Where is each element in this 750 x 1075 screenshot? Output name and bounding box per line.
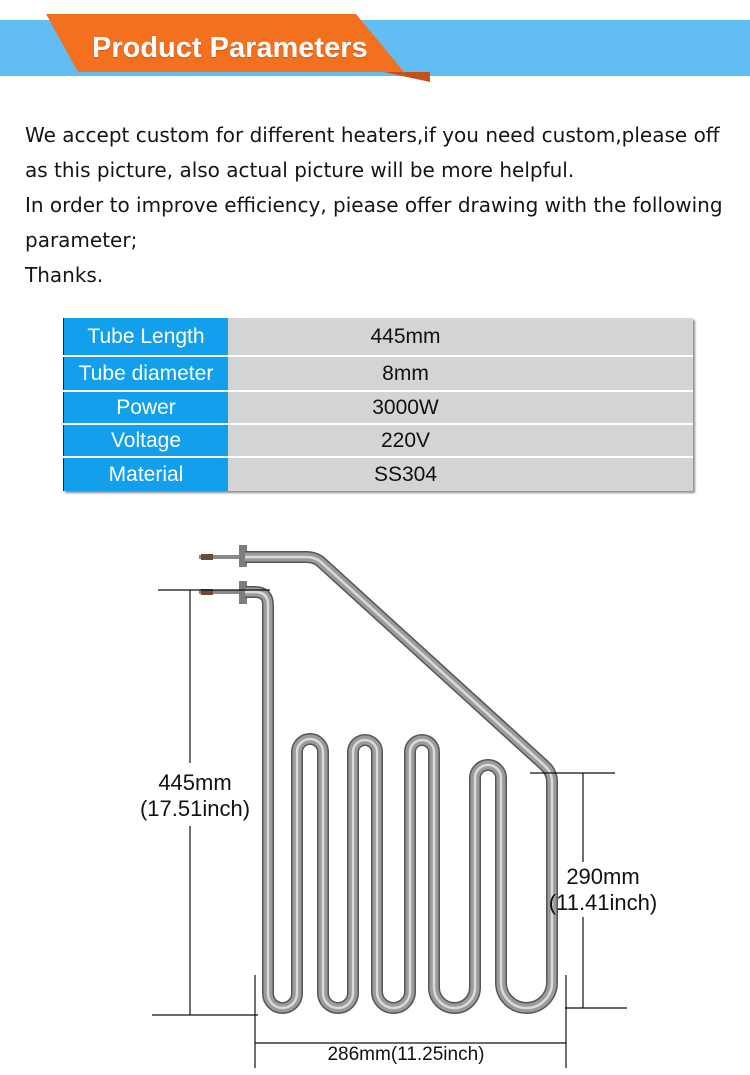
page-title: Product Parameters	[92, 32, 368, 64]
width-dimension-label: 286mm(11.25inch)	[327, 1044, 485, 1065]
table-row	[63, 357, 693, 390]
table-row	[63, 318, 693, 355]
param-label: Tube Length	[63, 318, 228, 355]
parameter-table	[63, 318, 693, 491]
param-value: 445mm	[228, 318, 693, 355]
intro-line: In order to improve efficiency, piease offer drawing with the following	[25, 193, 723, 217]
param-label: Power	[63, 392, 228, 423]
param-value: 8mm	[228, 357, 693, 390]
terminal-lug-upper	[201, 554, 213, 560]
height-inch-label: (17.51inch)	[139, 796, 251, 821]
height-dimension-label	[125, 770, 265, 822]
table-row	[63, 392, 693, 423]
intro-line: Thanks.	[25, 263, 104, 287]
coil-height-dimension-label	[533, 864, 673, 916]
table-row	[63, 458, 693, 491]
param-label: Tube diameter	[63, 357, 228, 390]
height-mm-label: 445mm	[158, 770, 232, 795]
param-value: 220V	[228, 425, 693, 456]
intro-line: We accept custom for different heaters,if you need custom,please off	[25, 123, 720, 147]
param-value: 3000W	[228, 392, 693, 423]
param-label: Voltage	[63, 425, 228, 456]
intro-text	[25, 118, 740, 293]
heater-diagram	[0, 530, 750, 1075]
coil-height-inch-label: (11.41inch)	[548, 890, 658, 915]
intro-line: as this picture, also actual picture will be more helpful.	[25, 158, 575, 182]
heating-element-tube-outline	[245, 557, 552, 1008]
param-value: SS304	[228, 458, 693, 491]
param-label: Material	[63, 458, 228, 491]
table-row	[63, 425, 693, 456]
coil-height-mm-label: 290mm	[566, 864, 640, 889]
intro-line: parameter;	[25, 228, 138, 252]
